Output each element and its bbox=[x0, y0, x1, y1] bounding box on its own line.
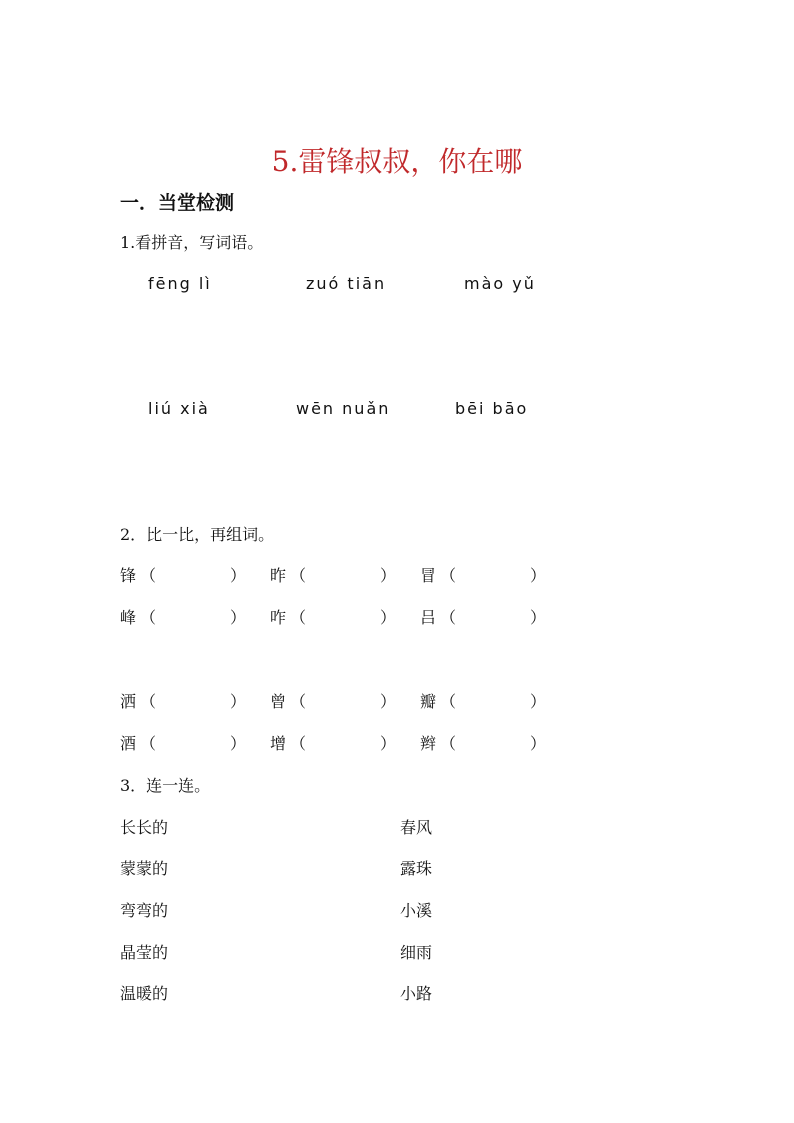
match-left-item: 弯弯的 bbox=[120, 901, 169, 920]
compare-char: 昨 bbox=[270, 566, 287, 585]
close-paren: ） bbox=[530, 608, 547, 627]
pinyin-mao-yu: mào yǔ bbox=[464, 274, 536, 293]
compare-char: 锋 bbox=[120, 566, 137, 585]
open-paren: （ bbox=[140, 608, 157, 627]
pinyin-zuo-tian: zuó tiān bbox=[306, 274, 387, 293]
close-paren: ） bbox=[380, 734, 397, 753]
close-paren: ） bbox=[530, 734, 547, 753]
open-paren: （ bbox=[140, 734, 157, 753]
match-left-item: 晶莹的 bbox=[120, 943, 169, 962]
pinyin-feng-li: fēng lì bbox=[148, 274, 212, 293]
open-paren: （ bbox=[290, 734, 307, 753]
section-heading: 一．当堂检测 bbox=[120, 192, 235, 214]
question-1-label: 1.看拼音，写词语。 bbox=[120, 233, 264, 252]
compare-char: 酒 bbox=[120, 734, 137, 753]
pinyin-wen-nuan: wēn nuǎn bbox=[296, 399, 391, 418]
match-left-item: 蒙蒙的 bbox=[120, 859, 169, 878]
match-left-item: 温暖的 bbox=[120, 984, 169, 1003]
close-paren: ） bbox=[530, 692, 547, 711]
close-paren: ） bbox=[230, 608, 247, 627]
open-paren: （ bbox=[440, 734, 457, 753]
close-paren: ） bbox=[380, 566, 397, 585]
question-2-label: 2．比一比，再组词。 bbox=[120, 525, 275, 544]
open-paren: （ bbox=[290, 566, 307, 585]
pinyin-bei-bao: bēi bāo bbox=[455, 399, 529, 418]
open-paren: （ bbox=[140, 566, 157, 585]
compare-char: 吕 bbox=[420, 608, 437, 627]
close-paren: ） bbox=[380, 608, 397, 627]
compare-char: 冒 bbox=[420, 566, 437, 585]
compare-char: 瓣 bbox=[420, 692, 437, 711]
match-right-item: 小溪 bbox=[400, 901, 433, 920]
open-paren: （ bbox=[440, 608, 457, 627]
open-paren: （ bbox=[140, 692, 157, 711]
open-paren: （ bbox=[440, 566, 457, 585]
open-paren: （ bbox=[290, 692, 307, 711]
open-paren: （ bbox=[440, 692, 457, 711]
compare-char: 增 bbox=[270, 734, 287, 753]
open-paren: （ bbox=[290, 608, 307, 627]
compare-char: 峰 bbox=[120, 608, 137, 627]
match-right-item: 细雨 bbox=[400, 943, 433, 962]
pinyin-liu-xia: liú xià bbox=[148, 399, 210, 418]
match-right-item: 春风 bbox=[400, 818, 433, 837]
compare-char: 咋 bbox=[270, 608, 287, 627]
close-paren: ） bbox=[230, 734, 247, 753]
match-left-item: 长长的 bbox=[120, 818, 169, 837]
close-paren: ） bbox=[530, 566, 547, 585]
match-right-item: 露珠 bbox=[400, 859, 433, 878]
close-paren: ） bbox=[230, 692, 247, 711]
compare-char: 洒 bbox=[120, 692, 137, 711]
page-title: 5.雷锋叔叔，你在哪 bbox=[271, 145, 523, 178]
compare-char: 曾 bbox=[270, 692, 287, 711]
close-paren: ） bbox=[230, 566, 247, 585]
question-3-label: 3．连一连。 bbox=[120, 776, 211, 795]
compare-char: 辫 bbox=[420, 734, 437, 753]
match-right-item: 小路 bbox=[400, 984, 433, 1003]
close-paren: ） bbox=[380, 692, 397, 711]
